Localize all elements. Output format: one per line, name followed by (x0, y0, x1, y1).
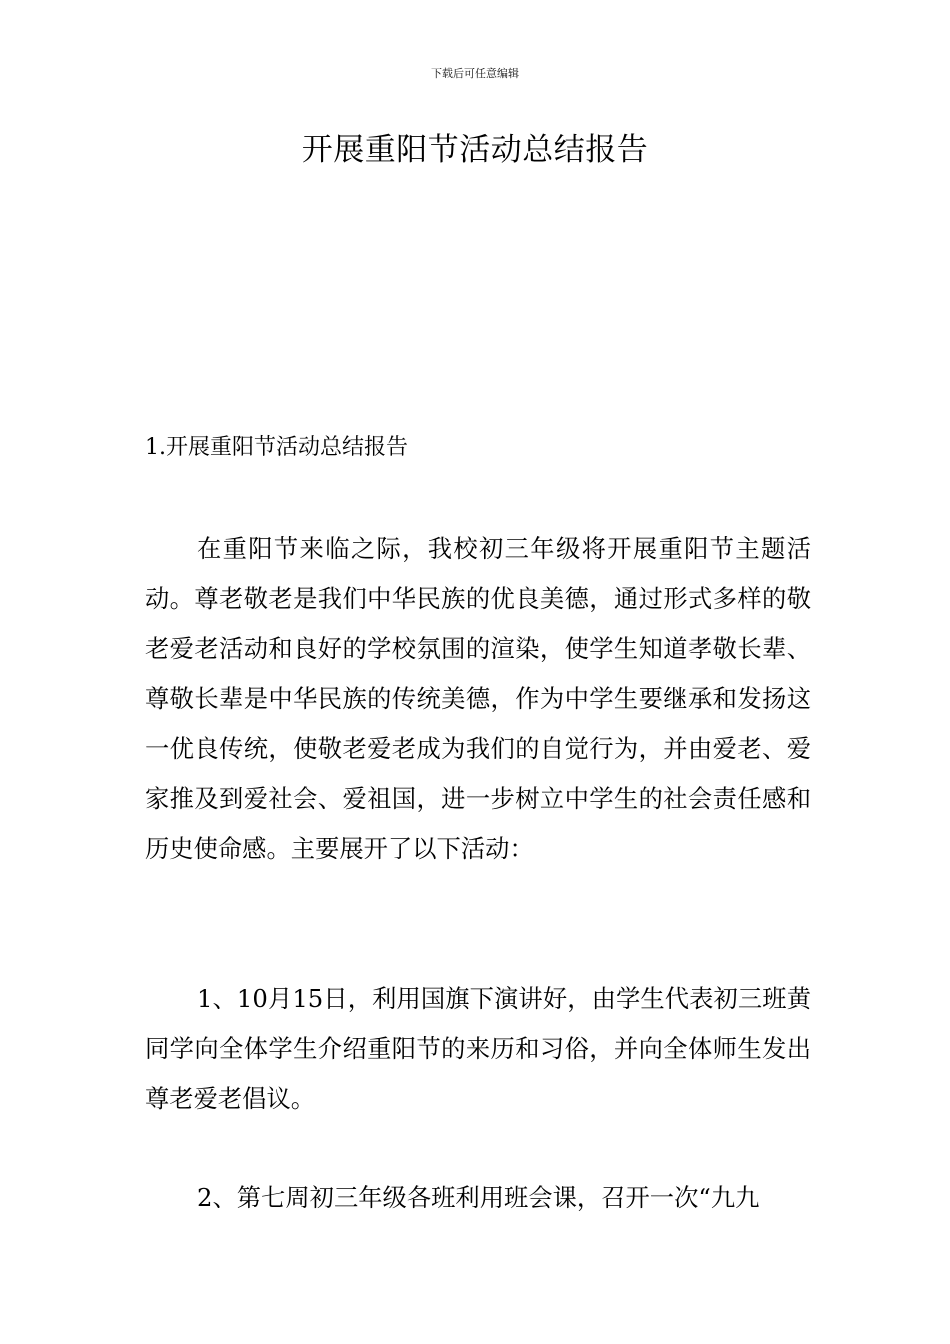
body-paragraph: 1、10月15日，利用国旗下演讲好，由学生代表初三班黄同学向全体学生介绍重阳节的来历和习俗，并向全体师生发出尊老爱老倡议。 (145, 984, 811, 1113)
document-title: 开展重阳节活动总结报告 (301, 132, 649, 168)
section-heading: 1.开展重阳节活动总结报告 (145, 435, 408, 460)
body-paragraph: 2、第七周初三年级各班利用班会课，召开一次“九九 (197, 1183, 760, 1212)
body-paragraph: 在重阳节来临之际，我校初三年级将开展重阳节主题活动。尊老敬老是我们中华民族的优良美德，通过形式多样的敬老爱老活动和良好的学校氛围的渲染，使学生知道孝敬长辈、尊敬长辈是中华民族的传统美德，作为中学生要继承和发扬这一优良传统，使敬老爱老成为我们的自觉行为，并由爱老、爱家推及到爱社会、爱祖国，进一步树立中学生的社会责任感和历史使命感。主要展开了以下活动： (145, 534, 811, 863)
header-note: 下载后可任意编辑 (431, 67, 519, 80)
